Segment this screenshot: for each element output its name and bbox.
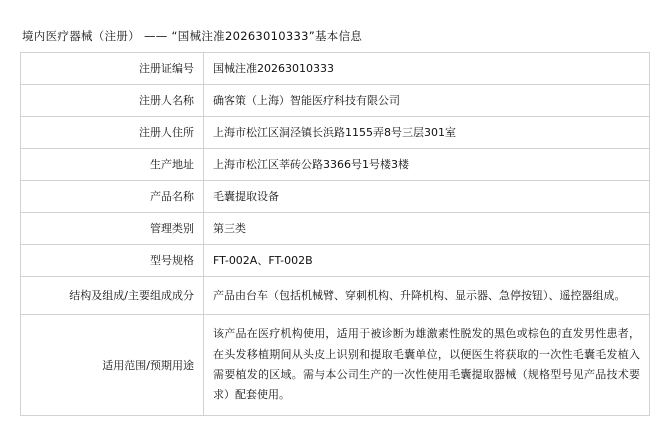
row-value: 上海市松江区洞泾镇长浜路1155弄8号三层301室 <box>204 117 650 149</box>
row-label: 生产地址 <box>21 149 204 181</box>
row-value: 第三类 <box>204 213 650 245</box>
device-registration-table <box>20 52 650 416</box>
row-label: 适用范围/预期用途 <box>21 315 204 415</box>
row-value: 确客策（上海）智能医疗科技有限公司 <box>204 85 650 117</box>
row-label: 注册人住所 <box>21 117 204 149</box>
table-row <box>21 213 650 245</box>
table-row <box>21 117 650 149</box>
table-row <box>21 315 650 415</box>
page-title: 境内医疗器械（注册） —— “国械注准20263010333”基本信息 <box>22 29 363 43</box>
table-row <box>21 245 650 277</box>
table-row <box>21 53 650 85</box>
row-value: 国械注准20263010333 <box>204 53 650 85</box>
row-value: FT-002A、FT-002B <box>204 245 650 277</box>
row-value: 毛囊提取设备 <box>204 181 650 213</box>
row-value: 产品由台车（包括机械臂、穿刺机构、升降机构、显示器、急停按钮）、遥控器组成。 <box>204 277 650 315</box>
row-label: 注册人名称 <box>21 85 204 117</box>
table-row <box>21 181 650 213</box>
row-label: 型号规格 <box>21 245 204 277</box>
row-label: 结构及组成/主要组成成分 <box>21 277 204 315</box>
row-value: 上海市松江区莘砖公路3366号1号楼3楼 <box>204 149 650 181</box>
row-label: 管理类别 <box>21 213 204 245</box>
table-row <box>21 85 650 117</box>
row-label: 产品名称 <box>21 181 204 213</box>
table-row <box>21 277 650 315</box>
table-row <box>21 149 650 181</box>
row-label: 注册证编号 <box>21 53 204 85</box>
row-value: 该产品在医疗机构使用，适用于被诊断为雄激素性脱发的黑色或棕色的直发男性患者，在头发移植期间从头皮上识别和提取毛囊单位，以便医生将获取的一次性毛囊毛发植入需要植发的区域。需与本公司生产的一次性使用毛囊提取器械（规格型号见产品技术要求）配套使用。 <box>204 315 650 415</box>
